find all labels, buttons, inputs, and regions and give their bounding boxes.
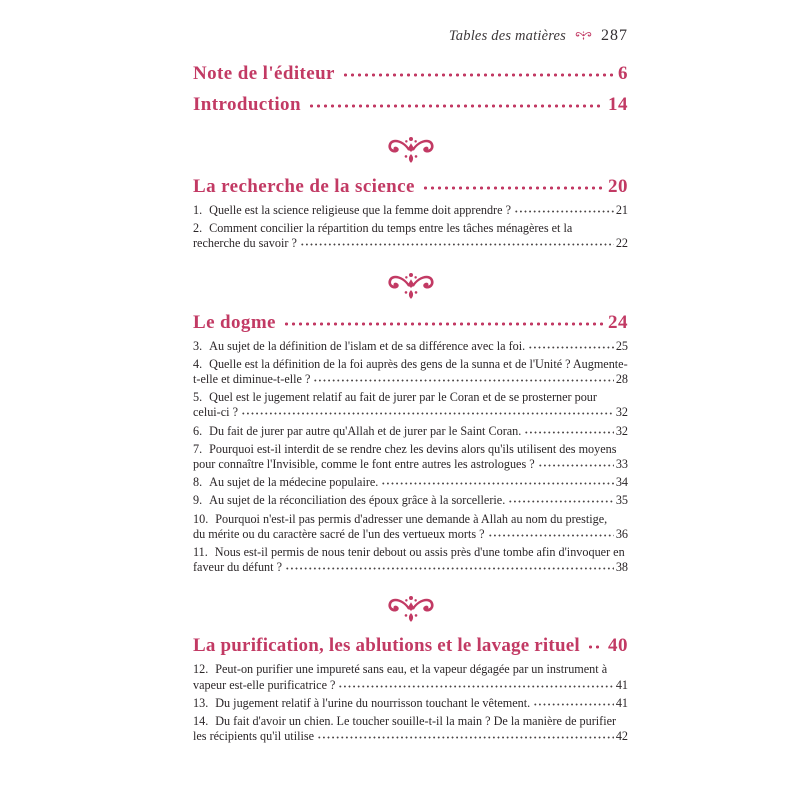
item-text: celui-ci ? [193,405,238,420]
item-line [193,545,628,560]
section-title-label: La recherche de la science [193,176,415,197]
item-last-line [193,475,628,490]
section-ornament-icon [193,270,628,304]
item-page: 28 [615,372,628,387]
dot-leader [488,534,614,537]
section-items [193,203,628,252]
running-header-title: Tables des matières [448,27,566,44]
item-page: 32 [615,405,628,420]
item-text: Du fait de jurer par autre qu'Allah et de jurer par le Saint Coran. [209,423,522,438]
sections [193,134,628,744]
item-text: faveur du défunt ? [193,560,282,575]
item-page: 25 [615,338,628,353]
section-items [193,662,628,744]
toc-top-entry-label: Note de l'éditeur [193,63,335,84]
toc-top-entry-page: 6 [618,63,628,84]
item-text: Au sujet de la médecine populaire. [209,475,379,490]
dot-leader [587,645,603,649]
item-text: Peut-on purifier une impureté sans eau, et la vapeur dégagée par un instrument à [215,662,608,677]
item-number: 8. [193,475,203,490]
toc-item [193,696,628,711]
item-text: Nous est-il permis de nous tenir debout ou assis près d'une tombe afin d'invoquer en [214,545,625,560]
item-number: 12. [193,662,209,677]
toc-item [193,493,628,508]
section-title [193,312,628,334]
item-text: Quelle est la définition de la foi auprès des gens de la sunna et de l'Unité ? Augmente- [209,356,628,371]
dot-leader [342,73,613,77]
section-title-label: Le dogme [193,311,276,333]
toc-item [193,424,628,439]
toc-item [193,442,628,472]
item-last-line [193,457,628,472]
toc-item [193,221,628,251]
item-number: 13. [193,695,209,710]
item-text: Quel est le jugement relatif au fait de jurer par le Coran et de se prosterner pour [209,390,597,405]
item-text: Quelle est la science religieuse que la femme doit apprendre ? [209,203,511,217]
item-text: Du jugement relatif à l'urine du nourrisson touchant le vêtement. [215,695,531,710]
toc-item [193,475,628,490]
toc-item [193,339,628,354]
dot-leader [317,736,614,739]
toc-top-entry-label: Introduction [193,94,301,115]
toc-content [193,26,628,747]
item-text: Du fait d'avoir un chien. Le toucher souille-t-il la main ? De la manière de purifier [215,714,617,729]
item-last-line [193,372,628,387]
toc-item [193,390,628,420]
dot-leader [241,412,614,415]
item-page: 22 [615,236,628,251]
section-ornament-icon [193,134,628,168]
item-page: 38 [615,560,628,575]
toc-top-entry [193,94,628,116]
item-last-line [193,678,628,693]
item-last-line [193,729,628,744]
dot-leader [524,431,613,434]
item-last-line [193,696,628,711]
toc-item [193,714,628,744]
item-text: Comment concilier la répartition du temps entre les tâches ménagères et la [209,221,573,236]
toc-section [193,176,628,252]
item-last-line [193,339,628,354]
item-text: Au sujet de la définition de l'islam et de sa différence avec la foi. [209,338,526,353]
section-title-label: La purification, les ablutions et le lavage rituel [193,635,580,657]
item-number: 11. [193,545,208,560]
item-line [193,357,628,372]
dot-leader [538,464,614,467]
item-page: 41 [615,677,628,692]
dot-leader [313,379,613,382]
running-header [193,26,628,46]
item-text: Pourquoi n'est-il pas permis d'adresser une demande à Allah au nom du prestige, [215,511,608,526]
section-ornament-icon [193,593,628,627]
item-last-line [193,424,628,439]
dot-leader [300,243,614,246]
dot-leader [528,346,614,349]
item-line [193,390,628,405]
item-text: les récipients qu'il utilise [193,729,315,744]
item-number: 1. [193,203,203,217]
item-number: 9. [193,493,203,508]
item-text: vapeur est-elle purificatrice ? [193,677,336,692]
item-page: 32 [615,423,628,438]
item-text: Au sujet de la réconciliation des époux grâce à la sorcellerie. [209,493,506,508]
toc-top-entry-page: 14 [608,94,628,115]
item-last-line [193,405,628,420]
item-text: t-elle et diminue-t-elle ? [193,372,311,387]
section-items [193,339,628,576]
item-line [193,512,628,527]
item-page: 36 [615,526,628,541]
item-number: 14. [193,714,209,729]
item-line [193,442,628,457]
item-last-line [193,560,628,575]
item-page: 41 [615,695,628,710]
item-page: 42 [615,729,628,744]
dot-leader [285,567,614,570]
item-number: 2. [193,221,203,236]
item-page: 33 [615,457,628,472]
header-ornament-icon [575,30,592,42]
dot-leader [508,500,614,503]
toc-item [193,545,628,575]
section-title [193,635,628,657]
item-page: 34 [615,475,628,490]
toc-item [193,357,628,387]
section-title-page: 20 [608,176,628,197]
item-text: recherche du savoir ? [193,236,297,251]
item-page: 35 [615,493,628,508]
toc-item [193,203,628,218]
item-number: 7. [193,441,203,456]
section-title-page: 24 [608,311,628,333]
top-entries [193,63,628,116]
item-number: 4. [193,356,203,371]
page-number: 287 [601,27,628,44]
item-text: Pourquoi est-il interdit de se rendre chez les devins alors qu'ils utilisent des moyens [209,441,617,456]
toc-item [193,662,628,692]
item-text: pour connaître l'Invisible, comme le font entre autres les astrologues ? [193,457,535,472]
dot-leader [514,210,614,213]
item-line [193,221,628,236]
toc-section [193,312,628,576]
item-page: 21 [615,203,628,217]
dot-leader [422,186,603,190]
dot-leader [308,104,603,108]
item-last-line [193,527,628,542]
item-number: 5. [193,390,203,405]
section-title-page: 40 [608,635,628,657]
item-line [193,714,628,729]
item-line [193,662,628,677]
toc-section [193,635,628,744]
item-last-line [193,493,628,508]
toc-item [193,512,628,542]
item-number: 3. [193,338,203,353]
item-last-line [193,236,628,251]
item-number: 10. [193,511,209,526]
item-number: 6. [193,423,203,438]
section-title [193,176,628,198]
dot-leader [283,322,603,326]
toc-top-entry [193,63,628,85]
item-text: du mérite ou du caractère sacré de l'un des vertueux morts ? [193,526,485,541]
item-last-line [193,203,628,218]
dot-leader [381,482,613,485]
dot-leader [533,703,614,706]
dot-leader [338,685,613,688]
